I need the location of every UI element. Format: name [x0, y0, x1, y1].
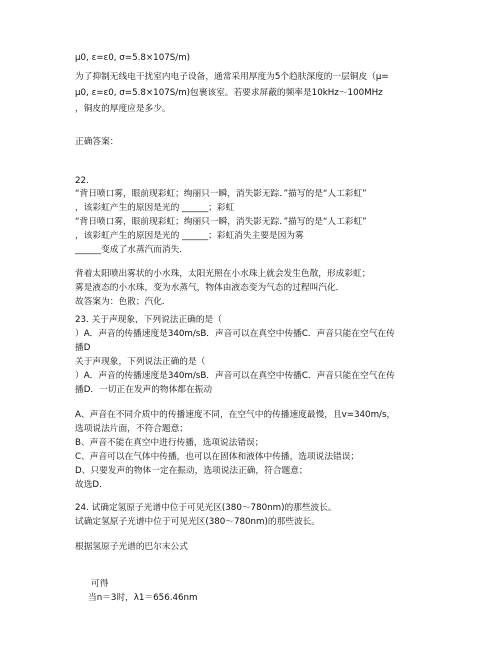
question-24-answer-3: 当n＝3时，λ1＝656.46nm	[88, 593, 198, 603]
question-24-answer-2: 可得	[91, 579, 109, 589]
question-23-text-5: ）A．声音的传播速度是340m/sB．声音可以在真空中传播C．声音只能在空气在传	[75, 371, 395, 381]
question-23-text-3: 播D	[75, 343, 91, 353]
question-24-answer-1: 根据氢原子光谱的巴尔末公式	[75, 542, 188, 552]
question-22-text-3: “背日喷口雾，眼前现彩虹；绚丽只一瞬，消失影无踪．”描写的是“人工彩虹”	[75, 217, 367, 227]
question-22-text-1: “背日喷口雾，眼前现彩虹；绚丽只一瞬，消失影无踪．”描写的是“人工彩虹”	[75, 189, 367, 199]
question-24-text-1: 24. 试确定氢原子光谱中位于可见光区(380～780nm)的那些波长。	[75, 503, 337, 513]
question-23-text-4: 关于声现象，下列说法正确的是（	[75, 357, 206, 367]
question-22-text-2: ，该彩虹产生的原因是光的 ______；彩虹	[75, 203, 235, 213]
question-23-answer-1: A、声音在不同介质中的传播速度不同，在空气中的传播速度最慢，且v=340m/s，	[75, 410, 396, 420]
question-23-answer-3: B、声音不能在真空中进行传播，选项说法错误；	[75, 438, 264, 448]
question-23-answer-6: 故选D．	[75, 480, 108, 490]
question-23-answer-5: D、只要发声的物体一定在振动，选项说法正确，符合题意；	[75, 466, 308, 476]
text-line-4: ，铜皮的厚度应是多少。	[75, 104, 171, 114]
text-line-2: 为了抑制无线电干扰室内电子设备，通常采用厚度为5个趋肤深度的一层铜皮（μ=	[75, 72, 389, 82]
question-22-text-4: ，该彩虹产生的原因是光的 ______；彩虹消失主要是因为雾	[75, 231, 304, 241]
question-22-answer-2: 雾是液态的小水珠，变为水蒸气，物体由液态变为气态的过程叫汽化．	[75, 283, 345, 293]
question-23-answer-4: C、声音可以在气体中传播，也可以在固体和液体中传播，选项说法错误；	[75, 452, 360, 462]
text-line-1: μ0, ε=ε0, σ=5.8×107S/m)	[75, 53, 191, 63]
answer-label: 正确答案：	[75, 137, 119, 147]
question-23-text-6: 播D．一切正在发声的物体都在振动	[75, 385, 213, 395]
question-22-answer-1: 背着太阳喷出雾状的小水珠，太阳光照在小水珠上就会发生色散，形成彩虹；	[75, 269, 371, 279]
question-23-text-1: 23. 关于声现象，下列说法正确的是（	[75, 315, 222, 325]
question-22-number: 22.	[75, 176, 89, 186]
text-line-3: μ0, ε=ε0, σ=5.8×107S/m)包裹该室。若要求屏蔽的频率是10kHz～100MHz	[75, 88, 383, 98]
question-22-text-5: ______变成了水蒸汽而消失．	[75, 245, 188, 255]
question-23-answer-2: 选项说法片面，不符合题意；	[75, 424, 188, 434]
question-24-text-2: 试确定氢原子光谱中位于可见光区(380～780nm)的那些波长。	[75, 517, 321, 527]
question-22-answer-3: 故答案为：色散；汽化．	[75, 297, 171, 307]
question-23-text-2: ）A．声音的传播速度是340m/sB．声音可以在真空中传播C．声音只能在空气在传	[75, 329, 395, 339]
